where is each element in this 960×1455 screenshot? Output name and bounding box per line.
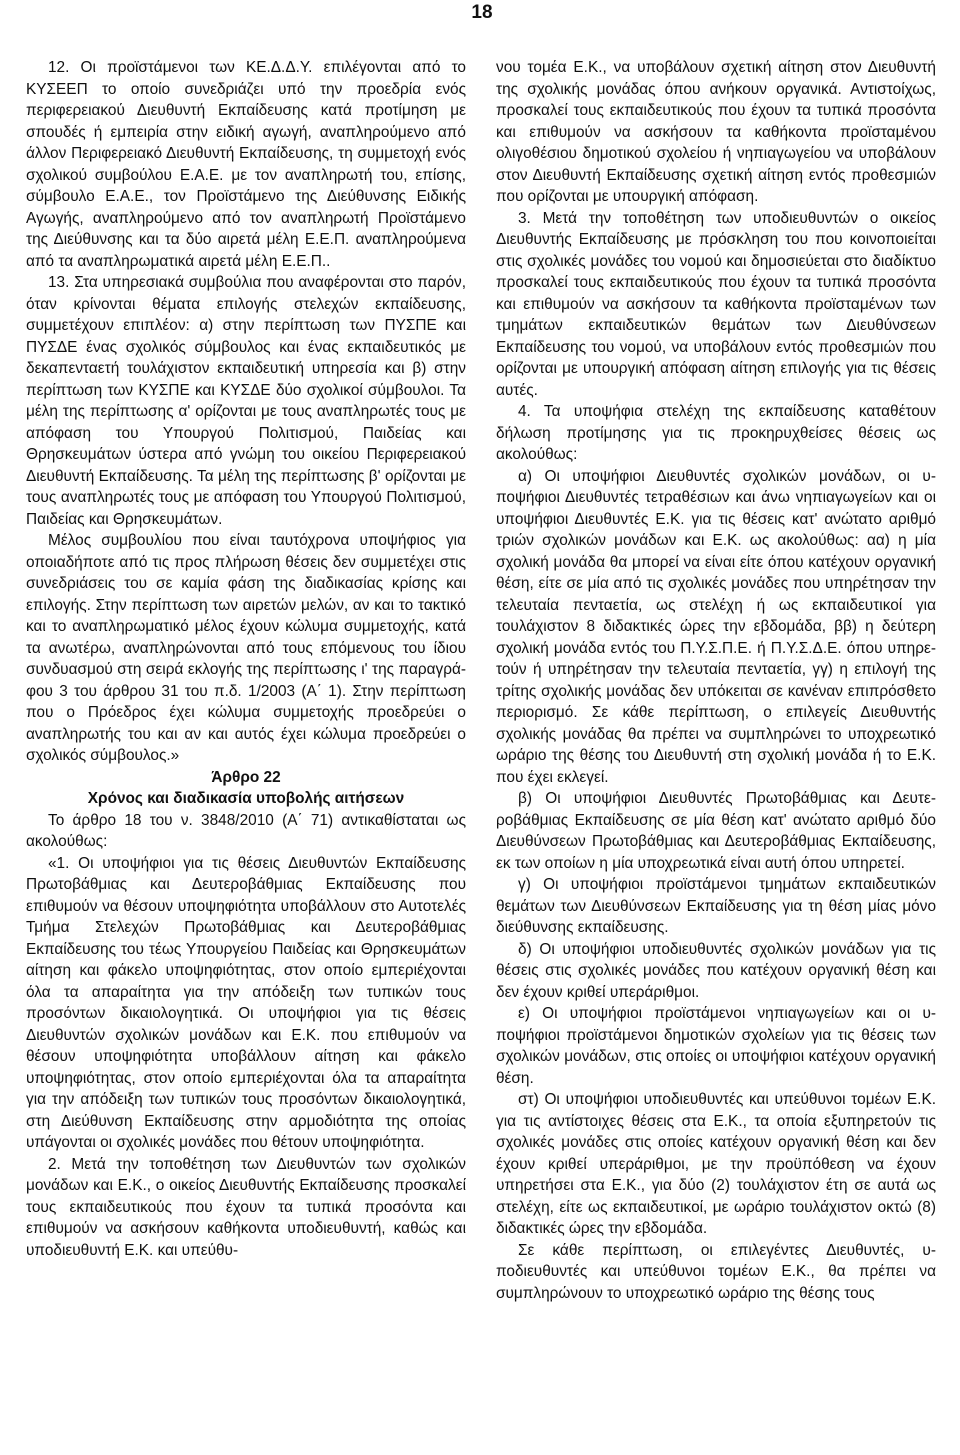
paragraph: γ) Οι υποψήφιοι προϊστάμενοι τμημάτων εκπαιδευτικών θεμάτων των Διευθύνσεων Εκπαίδευσης για τη θέση μίας μόνο διεύθυνσης εκπαίδευσης. [496, 876, 936, 936]
paragraph: 2. Μετά την τοποθέτηση των Διευθυντών των σχολικών μονάδων και Ε.Κ., ο οικείος Διευθυντής Εκπαίδευσης προσκαλεί τους εκπαιδευτικούς που έχουν τα τυπικά προσόντα και επιθυμούν να ασκήσουν καθήκοντα υποδιευθυντή, καθώς και υποδιευθυντή Ε.Κ. και υπεύθυ- [26, 1155, 466, 1259]
paragraph: νου τομέα Ε.Κ., να υποβάλουν σχετική αίτηση στον Διευθυντή της σχολικής μονάδας όπου ανήκουν οργανικά. Αντιστοίχως, προσκαλεί τους εκπαιδευτικούς που έχουν τα τυπικά προσόντα και επιθυμούν να ασκήσουν τα καθήκοντα προϊσταμένου ολιγοθέσιου δημοτικού σχολείου ή νηπιαγωγείου να υποβάλουν στον Διευθυντή Εκπαίδευσης σχετική αίτηση εντός προθεσμιών που ορίζονται με υπουργική απόφαση. [496, 59, 936, 205]
paragraph: 12. Οι προϊστάμενοι των ΚΕ.Δ.Δ.Υ. επιλέγονται από το ΚΥΣΕΕΠ το οποίο συνεδριάζει υπό την προεδρία ενός περιφερειακού Διευθυντή Εκπαίδευσης κατά προτίμηση με σπουδές ή εμπειρία στην ειδική αγωγή, αναπληρούμενο από άλλον Περιφερειακό Διευθυντή Εκπαίδευσης, τη συμμετοχή ενός σχολικού συμβούλου Ε.Α.Ε. με τον αναπληρωτή του, επίσης, σύμβουλο Ε.Α.Ε., τον Προϊστάμενο της Διεύθυνσης Ειδικής Αγωγής, αναπληρούμενο από τον αναπληρωτή Προϊστάμενο της Διεύθυνσης και τα δύο αιρετά μέλη Ε.Ε.Π. αναπληρούμενα από τα αναπληρωματικά αιρετά μέλη Ε.Ε.Π.. [26, 59, 466, 270]
paragraph: 13. Στα υπηρεσιακά συμβούλια που αναφέρονται στο παρόν, όταν κρίνονται θέματα επιλογής στελεχών εκπαίδευσης, συμμετέχουν επιπλέον: α) στην περίπτωση των ΠΥΣΠΕ και ΠΥΣΔΕ ένας σχολικός σύμβουλος και ένας εκπαιδευτικός με δεκαπενταετή τουλάχιστον εκπαιδευτική υπηρεσία και β) στην περίπτωση των ΚΥΣΠΕ και ΚΥΣΔΕ δύο σχολικοί σύμβουλοι. Τα μέλη της περίπτωσης α' ορίζονται με τους αναπληρωτές τους με απόφαση του Υπουργού Πολιτισμού, Παιδείας και Θρησκευμάτων ύστερα από γνώμη του οικείου Περιφερειακού Διευθυντή Εκπαίδευσης. Τα μέλη της περίπτωσης β' ορίζονται με τους αναπληρωτές τους με απόφαση του Υπουργού Πολιτισμού, Παιδείας και Θρησκευμάτων. [26, 274, 466, 528]
article-title: Άρθρο 22 [211, 768, 281, 786]
paragraph: δ) Οι υποψήφιοι υποδιευθυντές σχολικών μονάδων για τις θέσεις στις σχολικές μονάδες που κατέχουν οργανική θέση και δεν έχουν κριθεί υπεράριθμοι. [496, 940, 936, 1001]
right-column [496, 57, 936, 1304]
left-column [26, 57, 466, 1261]
paragraph: Το άρθρο 18 του ν. 3848/2010 (Α΄ 71) αντικαθίσταται ως ακολούθως: [26, 811, 466, 850]
article-subtitle: Χρόνος και διαδικασία υποβολής αιτήσεων [87, 790, 405, 807]
paragraph: Σε κάθε περίπτωση, οι επιλεγέντες Διευθυντές, υποδιευθυντές και υπεύθυνοι τομέων Ε.Κ., θα πρέπει να συμπληρώνουν το υποχρεωτικό ωράριο της θέσης τους [496, 1241, 936, 1302]
paragraph: β) Οι υποψήφιοι Διευθυντές Πρωτοβάθμιας και Δευτεροβάθμιας Εκπαίδευσης σε μία θέση κατ' ανώτατο αριθμό δύο Διευθύνσεων Πρωτοβάθμιας και Δευτεροβάθμιας Εκπαίδευσης, εκ των οποίων η μία υποχρεωτικά είναι αυτή όπου υπηρετεί. [496, 790, 936, 872]
paragraph: «1. Οι υποψήφιοι για τις θέσεις Διευθυντών Εκπαίδευσης Πρωτοβάθμιας και Δευτεροβάθμιας Εκπαίδευσης που επιθυμούν να θέσουν υποψηφιότητα υποβάλλουν στο Αυτοτελές Τμήμα Στελεχών Πρωτοβάθμιας και Δευτεροβάθμιας Εκπαίδευσης του τέως Υπουργείου Παιδείας και Θρησκευμάτων αίτηση και φάκελο υποψηφιότητας, στον οποίο εμπεριέχονται όλα τα απαραίτητα για την απόδειξη των τυπικών τους προσόντων δικαιολογητικά. Οι υποψήφιοι για τις θέσεις Διευθυντών σχολικών μονάδων και Ε.Κ. που επιθυμούν να θέσουν υποψηφιότητα υποβάλλουν αίτηση και φάκελο υποψηφιότητας, στον οποίο εμπεριέχονται όλα τα απαραίτητα για την απόδειξη των τυπικών τους προσόντων δικαιολογητικά, στη Διεύθυνση Εκπαίδευσης στην αρμοδιότητα της οποίας υπάγονται οι σχολικές μονάδες που θέτουν υποψηφιότητα. [26, 854, 466, 1151]
paragraph: α) Οι υποψήφιοι Διευθυντές σχολικών μονάδων, οι υποψήφιοι Διευθυντές τετραθέσιων και άνω νηπιαγωγείων και οι υποψήφιοι Διευθυντές Ε.Κ. για τις θέσεις κατ' ανώτατο αριθμό τριών σχολικών μονάδων και Ε.Κ. ως ακολούθως: αα) η μία σχολική μονάδα θα μπορεί να είναι είτε όπου κατέχουν οργανική θέση, είτε σε μία από τις σχολικές μονάδες που υπηρέτησαν την τελευταία πενταετία, ως στελέχη ή ως εκπαιδευτικοί για τουλάχιστον 8 διδακτικές ώρες την εβδομάδα, ββ) η δεύτερη σχολική μονάδα εντός του Π.Υ.Σ.Π.Ε. ή Π.Υ.Σ.Δ.Ε. όπου υπηρετούν ή υπηρέτησαν την τελευταία πενταετία, γγ) η επιλογή της τρίτης σχολικής μονάδας δεν υπόκειται σε κανέναν επιπρόσθετο περιορισμό. Σε κάθε περίπτωση, ο επιλεγείς Διευθυντής σχολικής μονάδας θα πρέπει να συμπληρώνει το υποχρεωτικό ωράριο της θέσης του Διευθυντή στη σχολική μονάδα ή το Ε.Κ. που έχει εκλεγεί. [496, 467, 936, 786]
paragraph: 4. Τα υποψήφια στελέχη της εκπαίδευσης καταθέτουν δήλωση προτίμησης για τις προκηρυχθείσες θέσεις ως ακολούθως: [496, 403, 936, 463]
paragraph: Μέλος συμβουλίου που είναι ταυτόχρονα υποψήφιος για οποιαδήποτε από τις προς πλήρωση θέσεις δεν συμμετέχει στις συνεδριάσεις του σε καμία φάση της διαδικασίας κρίσης και επιλογής. Στην περίπτωση των αιρετών μελών, αν και το τακτικό και το αναπληρωματικό μέλος έχουν κώλυμα συμμετοχής, κατά τα ανωτέρω, αναπληρώνονται από τους επόμενους του ίδιου συνδυασμού στη σειρά εκλογής της περίπτωσης ι' της παραγράφου 3 του άρθρου 31 του π.δ. 1/2003 (Α΄ 1). Στην περίπτωση που ο Πρόεδρος έχει κώλυμα συμμετοχής προεδρεύει ο αναπληρωτής του και αν και αυτός έχει κώλυμα προεδρεύει ο σχολικός σύμβουλος.» [26, 532, 466, 764]
paragraph: στ) Οι υποψήφιοι υποδιευθυντές και υπεύθυνοι τομέων Ε.Κ. για τις αντίστοιχες θέσεις στα Ε.Κ., τα οποία εξυπηρετούν τις σχολικές μονάδες στις οποίες κατέχουν οργανική θέση και δεν έχουν κριθεί υπεράριθμοι, με την προϋπόθεση να έχουν υπηρετήσει στα Ε.Κ., για δύο (2) τουλάχιστον έτη σε αυτά ως στελέχη, είτε ως εκπαιδευτικοί, με ωράριο τουλάχιστον οκτώ (8) διδακτικές ώρες την εβδομάδα. [496, 1091, 936, 1237]
paragraph: 3. Μετά την τοποθέτηση των υποδιευθυντών ο οικείος Διευθυντής Εκπαίδευσης με πρόσκληση του που κοινοποιείται στις σχολικές μονάδες του νομού και δημοσιεύεται στο διαδίκτυο προσκαλεί τους εκπαιδευτικούς που έχουν τα τυπικά προσόντα και επιθυμούν να ασκήσουν τα καθήκοντα προϊσταμένων των τμημάτων εκπαιδευτικών θεμάτων των Διευθύνσεων Εκπαίδευσης του νομού, να υποβάλουν εντός προθεσμιών που ορίζονται με υπουργική απόφαση αίτηση επιλογής για τις θέσεις αυτές. [496, 209, 936, 399]
paragraph: ε) Οι υποψήφιοι προϊστάμενοι νηπιαγωγείων και οι υποψήφιοι προϊστάμενοι δημοτικών σχολείων για τις θέσεις των σχολικών μονάδων, στις οποίες οι υποψήφιοι κατέχουν οργανική θέση. [496, 1005, 936, 1087]
page-number: 18 [471, 2, 493, 23]
